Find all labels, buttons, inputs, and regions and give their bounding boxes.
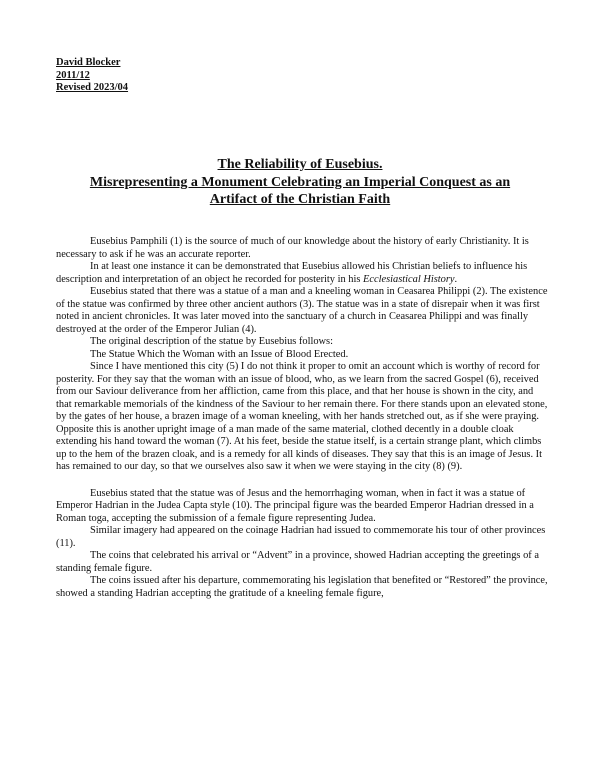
paragraph-hadrian: Eusebius stated that the statue was of Jesus and the hemorrhaging woman, when in fact it was a statue of Emperor Hadrian in the Judea Capta style (10). The principal figure was the bearded Emperor Hadrian dressed in a Roman toga, accepting the submission of a female figure representing Judea. — [56, 487, 534, 524]
paragraph-beliefs-end: . — [454, 273, 458, 285]
document-date: 2011/12 — [56, 69, 90, 81]
document-title — [40, 156, 560, 209]
document-header — [56, 57, 128, 95]
paragraph-beliefs — [56, 261, 550, 286]
paragraph-restored: The coins issued after his departure, commemorating his legislation that benefited or “Restored” the province, showed a standing Hadrian accepting the gratitude of a kneeling female figure, — [56, 575, 548, 599]
paragraph-coinage: Similar imagery had appeared on the coinage Hadrian had issued to commemorate his tour of other provinces (11). — [56, 525, 546, 549]
paragraph-original-description: The original description of the statue by Eusebius follows: — [90, 336, 333, 347]
paragraph-intro: Eusebius Pamphili (1) is the source of much of our knowledge about the history of early Christianity. It is necessary to ask if he was an accurate reporter. — [56, 236, 529, 260]
title-line-3: Artifact of the Christian Faith — [209, 192, 391, 207]
revision-date: Revised 2023/04 — [56, 82, 129, 93]
section-heading: The Statue Which the Woman with an Issue of Blood Erected. — [90, 348, 349, 360]
title-line-2: Misrepresenting a Monument Celebrating an Imperial Conquest as an — [89, 174, 511, 190]
paragraph-statue: Eusebius stated that there was a statue of a man and a kneeling woman in Ceasarea Philippi (2). The existence of the statue was confirmed by three other ancient authors (3). The statue was in a state of disrepair when it was first noted in ancient chronicles. It was later moved into the sanctuary of a church in Ceasarea Philippi and was finally destroyed at the order of the Emperor Julian (4). — [56, 286, 548, 335]
title-line-1: The Reliability of Eusebius. — [217, 157, 383, 172]
author-name: David Blocker — [56, 57, 121, 68]
book-title: Ecclesiastical History — [363, 273, 455, 285]
paragraph-quote: Since I have mentioned this city (5) I do not think it proper to omit an account which is worthy of record for posterity. For they say that the woman with an issue of blood, who, as we learn from the sacred Gospel (6), received from our Saviour deliverance from her affliction, came from this place, and that her house is shown in the city, and that remarkable memorials of the kindness of the Saviour to her remain there. For there stands upon an elevated stone, by the gates of her house, a brazen image of a woman kneeling, with her hands stretched out, as if she were praying. Opposite this is another upright image of a man made of the same material, clothed decently in a double cloak extending his hand toward the woman (7). At his feet, beside the statue itself, is a certain strange plant, which climbs up to the hem of the brazen cloak, and is a remedy for all kinds of diseases. They say that this is an image of Jesus. It has remained to our day, so that we ourselves also saw it when we were staying in the city (8) (9). — [56, 361, 548, 472]
paragraph-advent: The coins that celebrated his arrival or “Advent” in a province, showed Hadrian accepting the greetings of a standing female figure. — [56, 550, 539, 574]
document-body — [56, 236, 550, 600]
paragraph-beliefs-text: In at least one instance it can be demonstrated that Eusebius allowed his Christian beliefs to influence his description and interpretation of an object he recorded for posterity in his — [56, 261, 528, 285]
